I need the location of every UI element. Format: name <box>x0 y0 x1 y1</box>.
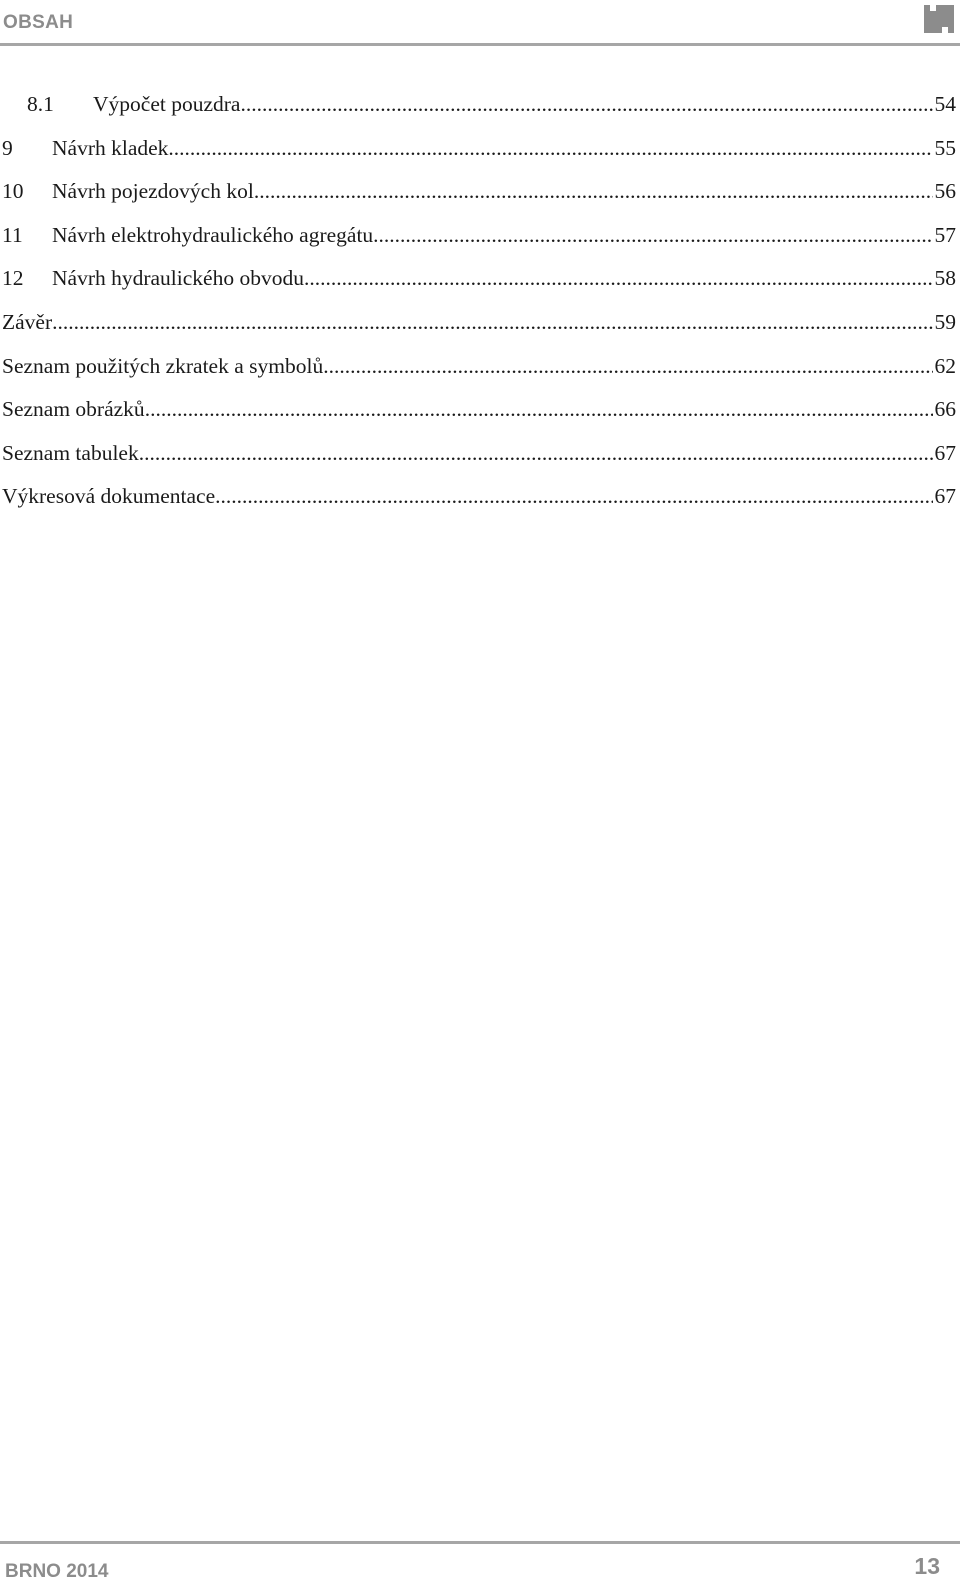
toc-dot-leader <box>254 175 933 207</box>
header-divider <box>0 43 960 46</box>
toc-entry-title: Seznam použitých zkratek a symbolů <box>2 353 324 378</box>
toc-entry-number: 10 <box>2 179 24 204</box>
footer-divider <box>0 1541 960 1544</box>
toc-dot-leader <box>139 437 933 469</box>
page-number: 13 <box>914 1553 940 1579</box>
toc-entry-page: 54 <box>934 92 956 116</box>
toc-entry-number: 12 <box>2 266 24 291</box>
toc-entry-number: 11 <box>2 222 23 247</box>
toc-entry-page: 66 <box>934 397 956 422</box>
toc-entry-number: 9 <box>2 135 13 160</box>
toc-dot-leader <box>304 262 933 294</box>
toc-entry-title: Závěr <box>2 309 53 334</box>
toc-entry-page: 58 <box>934 266 956 291</box>
toc-entry[interactable] <box>0 88 956 132</box>
toc-entry[interactable] <box>0 350 956 394</box>
toc-entry-page: 59 <box>934 309 956 334</box>
toc-entry-title: Návrh hydraulického obvodu <box>52 266 304 291</box>
table-of-contents <box>0 88 956 524</box>
toc-dot-leader <box>52 306 932 338</box>
toc-entry-title: Návrh elektrohydraulického agregátu <box>52 222 374 247</box>
toc-entry[interactable] <box>0 393 956 437</box>
toc-entry-page: 67 <box>934 484 956 509</box>
toc-entry-title: Výpočet pouzdra <box>93 92 241 116</box>
toc-entry-page: 62 <box>934 353 956 378</box>
toc-entry[interactable] <box>0 132 956 176</box>
toc-entry[interactable] <box>0 219 956 263</box>
toc-entry-title: Návrh kladek <box>52 135 169 160</box>
toc-dot-leader <box>145 393 933 425</box>
page-header-title: OBSAH <box>3 12 74 33</box>
toc-entry-page: 67 <box>934 440 956 465</box>
toc-entry-number: 8.1 <box>27 92 54 116</box>
footer-location-year: BRNO 2014 <box>5 1561 109 1582</box>
toc-dot-leader <box>240 88 932 120</box>
toc-entry[interactable] <box>0 175 956 219</box>
university-logo-icon <box>922 3 956 35</box>
toc-entry-title: Seznam obrázků <box>2 397 145 422</box>
toc-dot-leader <box>168 132 932 164</box>
toc-dot-leader <box>215 480 932 512</box>
toc-entry-page: 57 <box>934 222 956 247</box>
toc-entry-title: Výkresová dokumentace <box>2 484 216 509</box>
toc-entry[interactable] <box>0 262 956 306</box>
toc-entry[interactable] <box>0 437 956 481</box>
toc-entry-page: 56 <box>934 179 956 204</box>
toc-entry-title: Návrh pojezdových kol <box>52 179 254 204</box>
toc-entry[interactable] <box>0 480 956 524</box>
toc-entry-title: Seznam tabulek <box>2 440 139 465</box>
toc-entry-page: 55 <box>934 135 956 160</box>
toc-entry[interactable] <box>0 306 956 350</box>
toc-dot-leader <box>373 219 932 251</box>
toc-dot-leader <box>323 350 932 382</box>
